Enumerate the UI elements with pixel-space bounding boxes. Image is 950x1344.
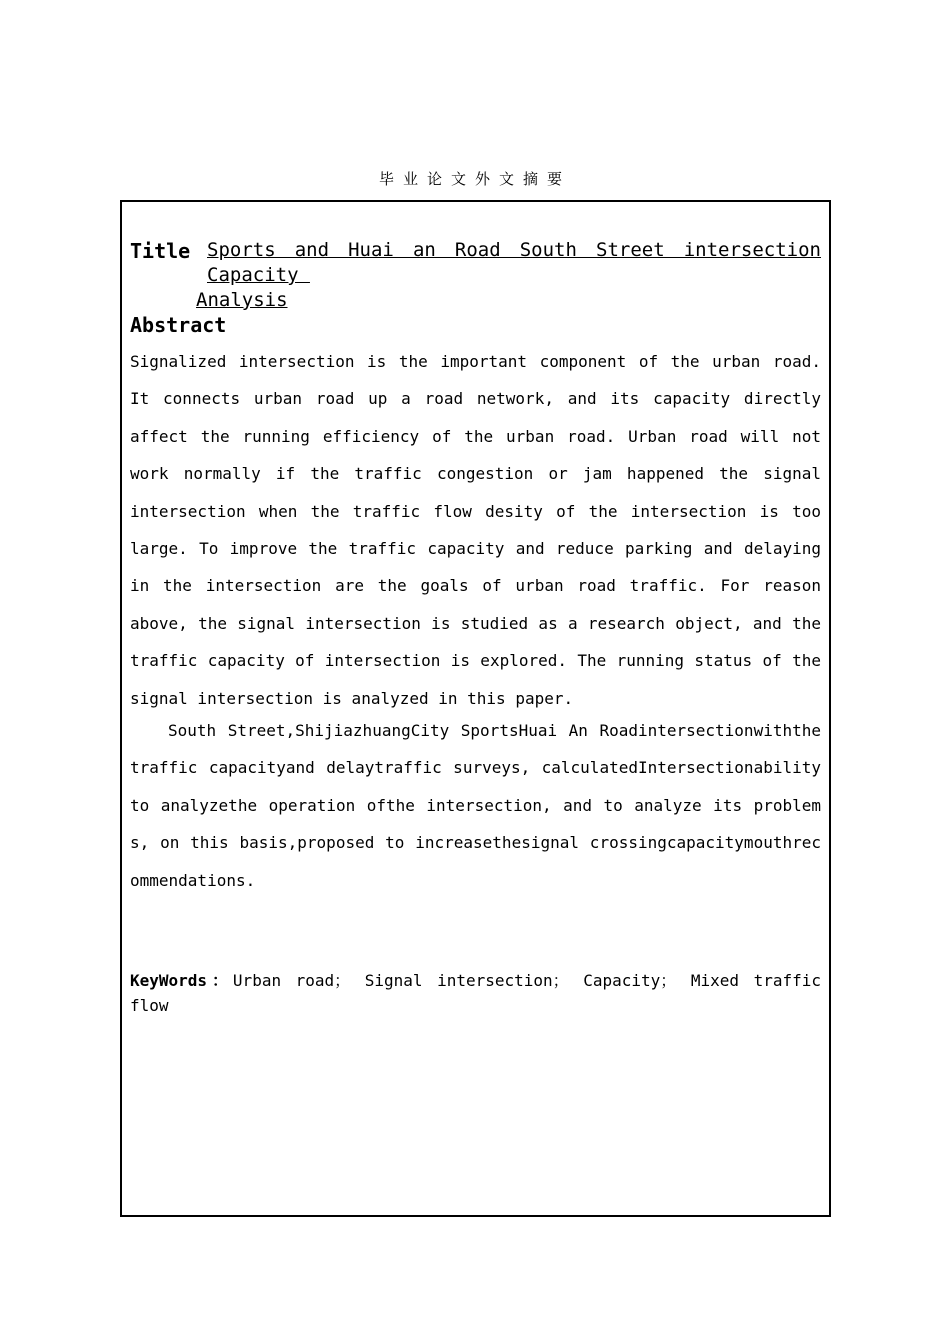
title-line-3: Analysis	[196, 289, 288, 311]
title-label: Title	[130, 239, 191, 263]
abstract-frame	[120, 200, 831, 1217]
keywords-line	[130, 968, 821, 1018]
abstract-paragraph-1: Signalized intersection is the important component of the urban road. It connects urban road up a road network, and its capacity directly affect the running efficiency of the urban road. Urban road will not work normally if the traffic congestion or jam happened the signal intersection when the traffic flow desity of the intersection is too large. To improve the traffic capacity and reduce parking and delaying in the intersection are the goals of urban road traffic. For reason above, the signal intersection is studied as a research object, and the traffic capacity of intersection is explored. The running status of the signal intersection is analyzed in this paper.	[130, 352, 821, 708]
abstract-paragraph-2: South Street,ShijiazhuangCity SportsHuai An Roadintersectionwiththe traffic capacityand delaytraffic surveys, calculatedIntersectionability to analyzethe operation ofthe intersection, and to analyze its problems, on this basis,proposed to increasethesignal crossingcapacitymouthrecommendations.	[130, 721, 821, 890]
title-line-1: Sports and Huai an Road South Street intersection	[207, 239, 821, 261]
keywords-label: KeyWords：	[130, 971, 233, 990]
keywords-value: Urban road； Signal intersection； Capacity； Mixed traffic flow	[130, 971, 821, 1015]
document-header: 毕业论文外文摘要	[378, 170, 571, 188]
abstract-heading: Abstract	[130, 313, 227, 337]
title-line-2: Capacity	[207, 264, 310, 286]
title-row	[130, 238, 822, 264]
